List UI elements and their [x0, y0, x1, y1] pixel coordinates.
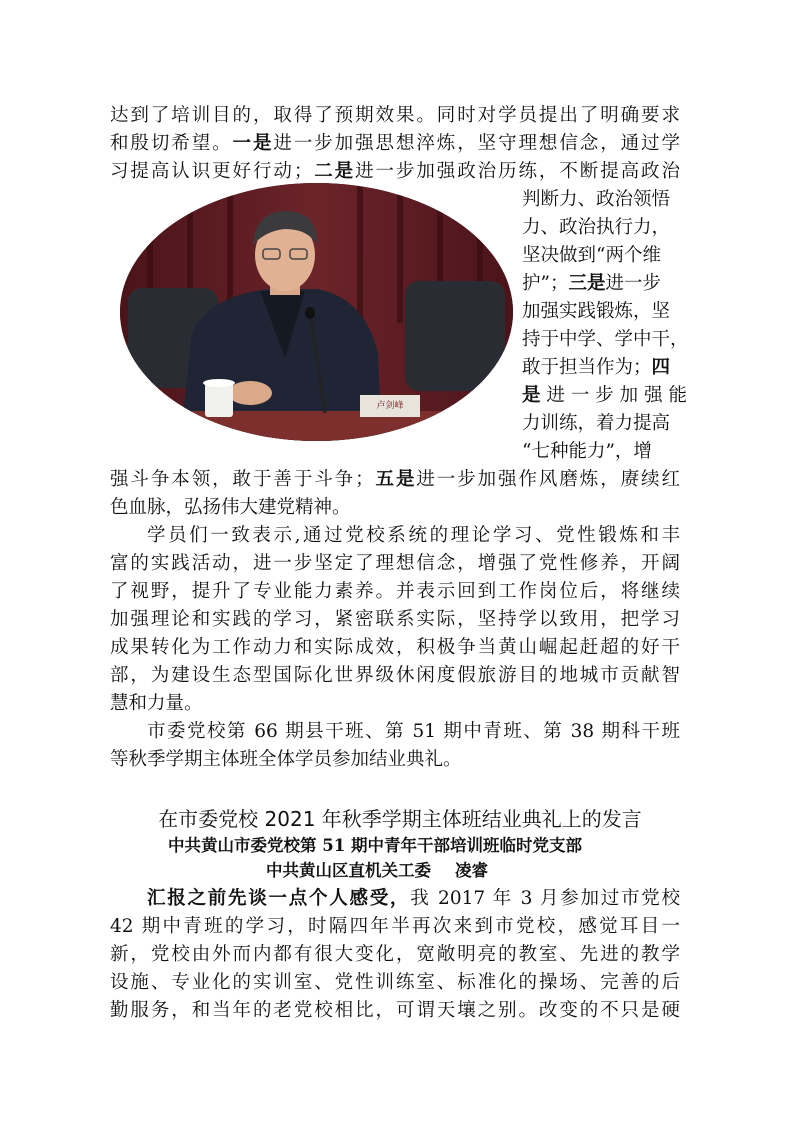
emphasis-text: 四	[651, 357, 671, 378]
body-line: 学员们一致表示,通过党校系统的理论学习、党性锻炼和丰	[147, 525, 680, 546]
text-run: 护”；	[522, 273, 569, 294]
body-line: 成果转化为工作动力和实际成效，积极争当黄山崛起赶超的好干	[110, 637, 680, 658]
body-line: 持于中学、学中干，	[522, 329, 689, 350]
body-line: 等秋季学期主体班全体学员参加结业典礼。	[110, 749, 462, 770]
body-line: 42 期中青班的学习，时隔四年半再次来到市党校，感觉耳目一	[110, 916, 680, 937]
text-run: 进一步加强作风磨炼，赓续红	[416, 469, 680, 490]
speech-author: 凌睿	[455, 861, 488, 880]
speaker-photo	[120, 183, 513, 441]
text-run: 和殷切希望。	[110, 133, 233, 154]
speaker-photo-illustration	[120, 183, 513, 441]
body-line: 判断力、政治领悟	[522, 189, 671, 210]
body-line: 部，为建设生态型国际化世界级休闲度假旅游目的地城市贡献智	[110, 665, 680, 686]
body-line	[147, 886, 680, 912]
text-run: 我 2017 年 3 月参加过市党校	[410, 888, 680, 909]
speech-byline	[266, 859, 488, 883]
text-run: 进一步	[605, 273, 661, 294]
body-line: 加强理论和实践的学习，紧密联系实际，坚持学以致用，把学习	[110, 609, 680, 630]
body-line: 色血脉，弘扬伟大建党精神。	[110, 497, 351, 518]
body-line: 力训练，着力提高	[522, 413, 671, 434]
emphasis-text: 五是	[373, 469, 417, 490]
body-line	[110, 467, 680, 493]
photo-nameplate: 卢剑峰	[376, 401, 404, 411]
emphasis-text: 汇报之前先谈一点个人感受，	[147, 888, 411, 909]
emphasis-text: 是	[522, 385, 547, 406]
speech-title: 在市委党校 2021 年秋季学期主体班结业典礼上的发言	[158, 807, 642, 831]
body-line	[522, 271, 687, 297]
body-line: 力、政治执行力，	[522, 217, 671, 238]
text-run: 强斗争本领，敢于善于斗争；	[110, 469, 374, 490]
emphasis-text: 二是	[312, 161, 356, 182]
speech-unit: 中共黄山区直机关工委	[266, 861, 431, 880]
body-line: 富的实践活动，进一步坚定了理想信念，增强了党性修养，开阔	[110, 553, 680, 574]
body-line: 设施、专业化的实训室、党性训练室、标准化的操场、完善的后	[110, 972, 680, 993]
body-line: 新，党校由外而内都有很大变化，宽敞明亮的教室、先进的教学	[110, 944, 680, 965]
body-line: 勤服务，和当年的老党校相比，可谓天壤之别。改变的不只是硬	[110, 1000, 680, 1021]
body-line: 达到了培训目的，取得了预期效果。同时对学员提出了明确要求	[110, 105, 680, 126]
body-line: 坚决做到“两个维	[522, 245, 661, 266]
text-run: 进一步加强能	[546, 385, 687, 406]
text-run: 进一步加强政治历练，不断提高政治	[355, 161, 680, 182]
text-run: 习提高认识更好行动；	[110, 161, 313, 182]
body-line	[522, 383, 687, 409]
body-line: 了视野，提升了专业能力素养。并表示回到工作岗位后，将继续	[110, 581, 680, 602]
emphasis-text: 一是	[232, 133, 274, 154]
body-line: “七种能力”，增	[522, 441, 652, 462]
text-run: 进一步加强思想淬炼，坚守理想信念，通过学	[273, 133, 680, 154]
emphasis-text: 三是	[568, 273, 606, 294]
body-line: 慧和力量。	[110, 693, 203, 714]
body-line: 加强实践锻炼，坚	[522, 301, 671, 322]
text-run: 敢于担当作为；	[522, 357, 652, 378]
body-line	[110, 131, 680, 157]
body-line	[522, 355, 687, 381]
body-line	[110, 159, 680, 185]
body-line: 市委党校第 66 期县干班、第 51 期中青班、第 38 期科干班	[147, 721, 680, 742]
speech-organization: 中共黄山市委党校第 51 期中青年干部培训班临时党支部	[168, 836, 582, 855]
